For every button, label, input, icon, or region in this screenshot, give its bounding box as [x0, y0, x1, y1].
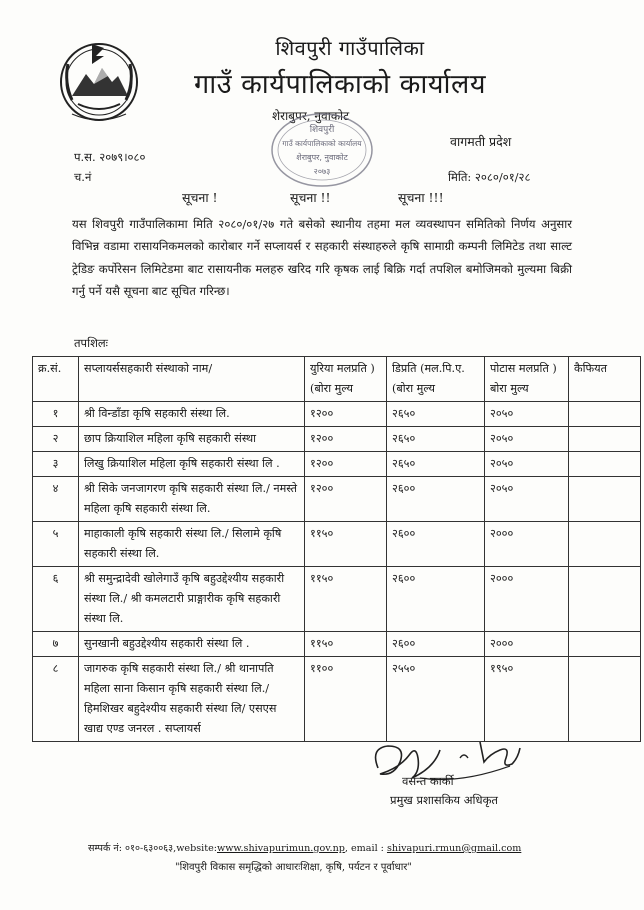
- row-potash: २०००: [485, 632, 569, 657]
- row-name: जागरुक कृषि सहकारी संस्था लि./ श्री थानापति महिला साना किसान कृषि सहकारी संस्था लि./ हिमशिखर बहुदेश्यीय सहकारी संस्था लि/ एसएस खाद्य एण्ड जनरल . सप्लायर्स: [79, 657, 305, 742]
- table-caption: तपशिलः: [74, 336, 109, 350]
- table-row: [33, 402, 641, 427]
- table-row: [33, 522, 641, 567]
- table-row: [33, 632, 641, 657]
- row-sn: ८: [33, 657, 79, 742]
- stamp-line-4: २०७३: [313, 167, 331, 176]
- row-urea: ११५०: [305, 567, 387, 632]
- row-name: श्री समुन्द्रादेवी खोलेगाउँ कृषि बहुउद्देश्यीय सहकारी संस्था लि./ श्री कमलटारी प्राङ्गारीक कृषि सहकारी संस्था लि.: [79, 567, 305, 632]
- office-name: गाउँ कार्यपालिकाको कार्यालय: [194, 69, 486, 100]
- header-sn: क्र.सं.: [33, 357, 79, 402]
- row-dap: २६००: [387, 522, 485, 567]
- row-dap: २६५०: [387, 402, 485, 427]
- notice-word-2: सूचना !!: [290, 190, 331, 205]
- office-address: शेराबुपर, नुवाकोट: [272, 109, 350, 123]
- row-remarks: [569, 657, 641, 742]
- slogan: "शिवपुरी विकास समृद्धिको आधारःशिक्षा, कृषि, पर्यटन र पूर्वाधार": [175, 862, 412, 873]
- row-dap: २६५०: [387, 452, 485, 477]
- row-dap: २६००: [387, 477, 485, 522]
- nepal-emblem-logo: [58, 34, 140, 126]
- row-dap: २६५०: [387, 427, 485, 452]
- notice-word-3: सूचना !!!: [398, 190, 444, 205]
- header-potash: पोटास मलप्रति ) बोरा मुल्य: [485, 357, 569, 402]
- reference-number: प.स. २०७९।०८०: [74, 150, 146, 164]
- row-sn: २: [33, 427, 79, 452]
- row-remarks: [569, 402, 641, 427]
- row-potash: २०००: [485, 567, 569, 632]
- row-sn: ४: [33, 477, 79, 522]
- table-row: [33, 477, 641, 522]
- stamp-line-1: शिवपुरी: [309, 125, 335, 135]
- row-urea: ११५०: [305, 632, 387, 657]
- row-potash: २०५०: [485, 477, 569, 522]
- header-urea: युरिया मलप्रति ) (बोरा मुल्य: [305, 357, 387, 402]
- row-sn: ३: [33, 452, 79, 477]
- notice-date: मिति: २०८०/०१/२८: [448, 170, 531, 184]
- row-dap: २५५०: [387, 657, 485, 742]
- email-link[interactable]: shivapuri.rmun@gmail.com: [386, 843, 522, 854]
- row-sn: ५: [33, 522, 79, 567]
- signatory-title: प्रमुख प्रशासकिय अधिकृत: [390, 793, 498, 807]
- row-potash: १९५०: [485, 657, 569, 742]
- row-sn: १: [33, 402, 79, 427]
- contact-line: [88, 841, 521, 854]
- row-potash: २०५०: [485, 402, 569, 427]
- row-urea: ११००: [305, 657, 387, 742]
- row-potash: २०५०: [485, 427, 569, 452]
- row-potash: २०००: [485, 522, 569, 567]
- website-link[interactable]: www.shivapurimun.gov.np: [217, 843, 345, 854]
- row-name: श्री विन्डाँडा कृषि सहकारी संस्था लि.: [79, 402, 305, 427]
- row-name: छाप क्रियाशिल महिला कृषि सहकारी संस्था: [79, 427, 305, 452]
- email-prefix: , email :: [344, 843, 387, 854]
- row-remarks: [569, 452, 641, 477]
- row-remarks: [569, 522, 641, 567]
- row-urea: ११५०: [305, 522, 387, 567]
- row-name: सुनखानी बहुउद्देश्यीय सहकारी संस्था लि .: [79, 632, 305, 657]
- municipality-name: शिवपुरी गाउँपालिका: [275, 36, 425, 60]
- province-name: वागमती प्रदेश: [450, 134, 512, 149]
- table-row: [33, 452, 641, 477]
- signatory-name: वसन्त कार्की: [402, 774, 454, 788]
- notice-body: यस शिवपुरी गाउँपालिकामा मिति २०८०/०१/२७ गते बसेको स्थानीय तहमा मल व्यवस्थापन समितिको निर्णय अनुसार विभिन्न वडामा रासायनिकमलको कारोबार गर्ने सप्लायर्स र सहकारी संस्थाहरुले कृषि सामाग्री कम्पनी लिमिटेड तथा साल्ट ट्रेडिङ कर्पोरेसन लिमिटेडमा बाट रासायनीक मलहरु खरिद गरि कृषक लाई बिक्रि गर्दा तपशिल बमोजिमको मुल्यमा बिक्री गर्नु पर्ने यसै सूचना बाट सूचित गरिन्छ।: [72, 217, 572, 299]
- header-dap: डिप्रति (मल.पि.ए. (बोरा मुल्य: [387, 357, 485, 402]
- row-urea: १२००: [305, 477, 387, 522]
- row-sn: ६: [33, 567, 79, 632]
- row-remarks: [569, 567, 641, 632]
- contact-prefix: सम्पर्क नं: ०१०-६३००६३,website:: [88, 843, 217, 854]
- office-stamp: [268, 110, 376, 190]
- row-name: लिखु क्रियाशिल महिला कृषि सहकारी संस्था लि .: [79, 452, 305, 477]
- stamp-line-2: गाउँ कार्यपालिकाको कार्यालय: [282, 139, 362, 148]
- row-dap: २६००: [387, 632, 485, 657]
- row-remarks: [569, 427, 641, 452]
- price-table: [32, 356, 641, 742]
- row-dap: २६००: [387, 567, 485, 632]
- row-remarks: [569, 477, 641, 522]
- table-row: [33, 657, 641, 742]
- row-sn: ७: [33, 632, 79, 657]
- row-name: श्री सिके जनजागरण कृषि सहकारी संस्था लि./ नमस्ते महिला कृषि सहकारी संस्था लि.: [79, 477, 305, 522]
- row-name: माहाकाली कृषि सहकारी संस्था लि./ सिलामे कृषि सहकारी संस्था लि.: [79, 522, 305, 567]
- table-row: [33, 567, 641, 632]
- table-row: [33, 427, 641, 452]
- row-remarks: [569, 632, 641, 657]
- header-name: सप्लायर्ससहकारी संस्थाको नाम/: [79, 357, 305, 402]
- header-remarks: कैफियत: [569, 357, 641, 402]
- row-urea: १२००: [305, 427, 387, 452]
- dispatch-number: च.नं: [74, 170, 92, 184]
- row-urea: १२००: [305, 402, 387, 427]
- row-potash: २०५०: [485, 452, 569, 477]
- table-header-row: [33, 357, 641, 402]
- notice-word-1: सूचना !: [182, 190, 218, 205]
- row-urea: १२००: [305, 452, 387, 477]
- stamp-line-3: शेराबुपर, नुवाकोट: [296, 153, 348, 162]
